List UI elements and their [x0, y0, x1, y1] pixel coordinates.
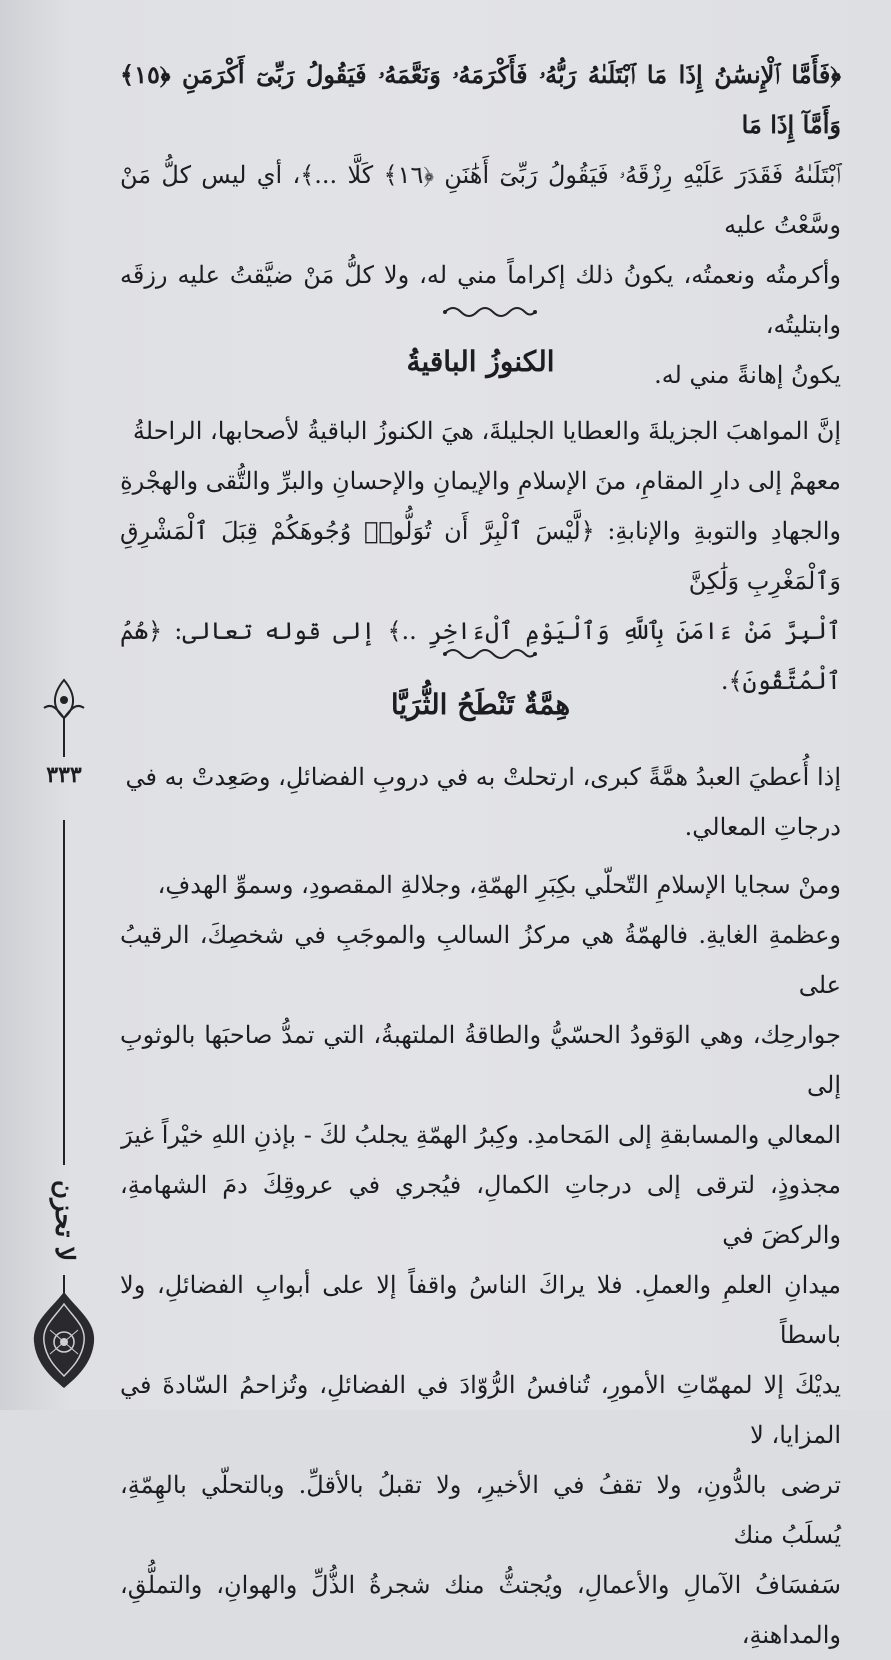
section2-p2-line-8: ترضى بالدُّونِ، ولا تقفُ في الأخيرِ، ولا تقبلُ بالأقلِّ. وبالتحلّي بالهِمّةِ، يُسلَبُ منك — [120, 1471, 841, 1549]
margin-rule — [63, 745, 65, 757]
page-number: ٣٣٣ — [46, 762, 82, 788]
section1-line-4: ٱلْبِرَّ مَنْ ءَامَنَ بِٱللَّهِ وَٱلْيَوْمِ ٱلْءَاخِرِ ..﴾ إلى قوله تعالى: ﴿هُمُ ٱلْمُتَّقُونَ﴾. — [120, 617, 841, 695]
margin-rule — [63, 820, 65, 1165]
intro-line-3: وأكرمتُه ونعمتُه، يكونُ ذلك إكراماً مني له، ولا كلُّ مَنْ ضيَّقتُ عليه رزقَه وابتليتُه، — [120, 261, 841, 339]
section2-p1-line-2: درجاتِ المعالي. — [684, 813, 841, 841]
section2-p2-line-4: المعالي والمسابقةِ إلى المَحامدِ. وكِبرُ الهمّةِ يجلبُ لكَ - بإذنِ اللهِ خيْراً غيرَ — [121, 1121, 841, 1149]
section-divider-ornament — [440, 644, 540, 664]
section2-p2-line-6: ميدانِ العلمِ والعملِ. فلا يراكَ الناسُ واقفاً إلا على أبوابِ الفضائلِ، ولا باسطاً — [120, 1271, 841, 1349]
section1-line-1: إنَّ المواهبَ الجزيلةَ والعطايا الجليلةَ، هيَ الكنوزُ الباقيةُ لأصحابها، الراحلةُ — [132, 417, 841, 445]
section2-p2-line-5: مجذوذٍ، لترقى إلى درجاتِ الكمالِ، فيُجري في عروقِكَ دمَ الشهامةِ، والركضَ في — [120, 1171, 841, 1249]
book-title-calligraphy: لا تحزن — [49, 1179, 79, 1262]
section-divider-ornament — [440, 302, 540, 322]
section2-p2-line-7: يديْكَ إلا لمهمّاتِ الأمورِ، تُنافسُ الرُّوّادَ في الفضائلِ، وتُزاحمُ السّادةَ في المزايا، لا — [120, 1371, 841, 1449]
section2-p1-line-1: إذا أُعطيَ العبدُ همَّةً كبرى، ارتحلتْ به في دروبِ الفضائلِ، وصَعِدتْ به في — [125, 763, 841, 791]
section2-p2-line-9: سَفسَافُ الآمالِ والأعمالِ، ويُجتثُّ منك شجرةُ الذُّلِّ والهوانِ، والتملُّقِ، والمداهنةِ، — [120, 1571, 841, 1649]
intro-line-2: ٱبْتَلَىٰهُ فَقَدَرَ عَلَيْهِ رِزْقَهُۥ فَيَقُولُ رَبِّىٓ أَهَٰنَنِ ﴿١٦﴾ كَلَّا ...﴾، أي ليس كلُّ مَنْ وسَّعْتُ عليه — [120, 161, 841, 239]
section2-p2-line-1: ومنْ سجايا الإسلامِ التّحلّي بكِبَرِ الهمّةِ، وجلالةِ المقصودِ، وسموِّ الهدفِ، — [157, 871, 841, 899]
section-title-ambition: هِمَّةٌ تَنْطَحُ الثُّرَيَّا — [390, 688, 571, 721]
intro-line-4: يكونُ إهانةً مني له. — [654, 361, 841, 389]
fleuron-icon — [40, 678, 88, 746]
section2-p2-line-2: وعظمةِ الغايةِ. فالهمّةُ هي مركزُ السالبِ والموجَبِ في شخصِكَ، الرقيبُ على — [120, 921, 841, 999]
section2-paragraph-1 — [120, 752, 841, 852]
section1-line-3: والجهادِ والتوبةِ والإنابةِ: ﴿لَّيْسَ ٱلْبِرَّ أَن تُوَلُّوا۟ وُجُوهَكُمْ قِبَلَ ٱلْمَشْرِقِ وَٱلْمَغْرِبِ وَلَٰكِنَّ — [120, 517, 841, 595]
section2-paragraph-2 — [120, 860, 841, 1660]
section1-line-2: معهمْ إلى دارِ المقامِ، منَ الإسلامِ والإيمانِ والإحسانِ والبرِّ والتُّقى والهجْرةِ — [120, 467, 841, 495]
section-title-treasures: الكنوزُ الباقيةُ — [406, 345, 555, 378]
section2-p2-line-3: جوارحِك، وهي الوَقودُ الحسّيُّ والطاقةُ الملتهبةُ، التي تمدُّ صاحبَها بالوثوبِ إلى — [120, 1021, 841, 1099]
ornamental-medallion-icon — [30, 1290, 98, 1390]
quran-line-1: ﴿فَأَمَّا ٱلْإِنسَٰنُ إِذَا مَا ٱبْتَلَىٰهُ رَبُّهُۥ فَأَكْرَمَهُۥ وَنَعَّمَهُۥ فَيَقُولُ رَبِّىٓ أَكْرَمَنِ ﴿١٥﴾ وَأَمَّآ إِذَا مَا — [120, 60, 841, 139]
